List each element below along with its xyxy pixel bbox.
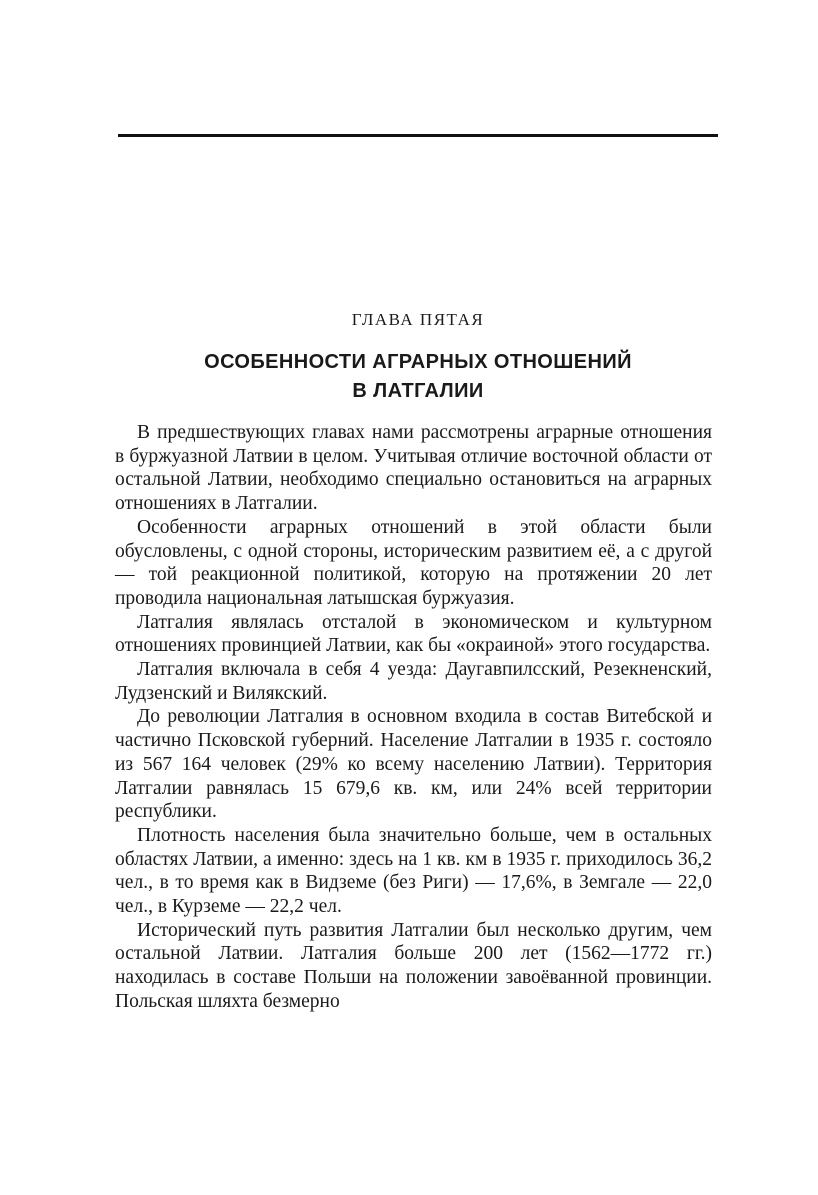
paragraph: Латгалия включала в себя 4 уезда: Даугавпилсский, Резекненский, Лудзенский и Вилякский. [115, 659, 712, 704]
paragraph: Исторический путь развития Латгалии был несколько другим, чем остальной Латвии. Латгалия больше 200 лет (1562—1772 гг.) находилась в составе Польши на положении завоёванной провинции. Польская шляхта безмерно [115, 919, 712, 1012]
paragraph: Латгалия являлась отсталой в экономическом и культурном отношениях провинцией Латвии, как бы «окраиной» этого государства. [115, 611, 712, 657]
paragraph: Особенности аграрных отношений в этой области были обусловлены, с одной стороны, историческим развитием её, а с другой — той реакционной политикой, которую на протяжении 20 лет проводила национальная латышская буржуазия. [115, 516, 712, 609]
chapter-title [0, 348, 818, 406]
paragraph: Плотность населения была значительно больше, чем в остальных областях Латвии, а именно: здесь на 1 кв. км в 1935 г. приходилось 36,2 чел., в то время как в Видземе (без Риги) — 17,6%, в Земгале — 22,0 чел., в Курземе — 22,2 чел. [115, 824, 712, 918]
paragraph: До революции Латгалия в основном входила в состав Витебской и частично Псковской губерний. Население Латгалии в 1935 г. состояло из 567 164 человек (29% ко всему населению Латвии). Территория Латгалии равнялась 15 679,6 кв. км, или 24% всей территории республики. [115, 706, 712, 823]
top-rule [118, 134, 718, 137]
chapter-title-line-1: ОСОБЕННОСТИ АГРАРНЫХ ОТНОШЕНИЙ [204, 351, 632, 373]
body-text [115, 421, 712, 1014]
chapter-title-line-2: В ЛАТГАЛИИ [352, 380, 484, 402]
chapter-label: ГЛАВА ПЯТАЯ [351, 310, 485, 329]
paragraph: В предшествующих главах нами рассмотрены аграрные отношения в буржуазной Латвии в целом. Учитывая отличие восточной области от остальной Латвии, необходимо специально остановиться на аграрных отношениях в Латгалии. [115, 422, 712, 515]
